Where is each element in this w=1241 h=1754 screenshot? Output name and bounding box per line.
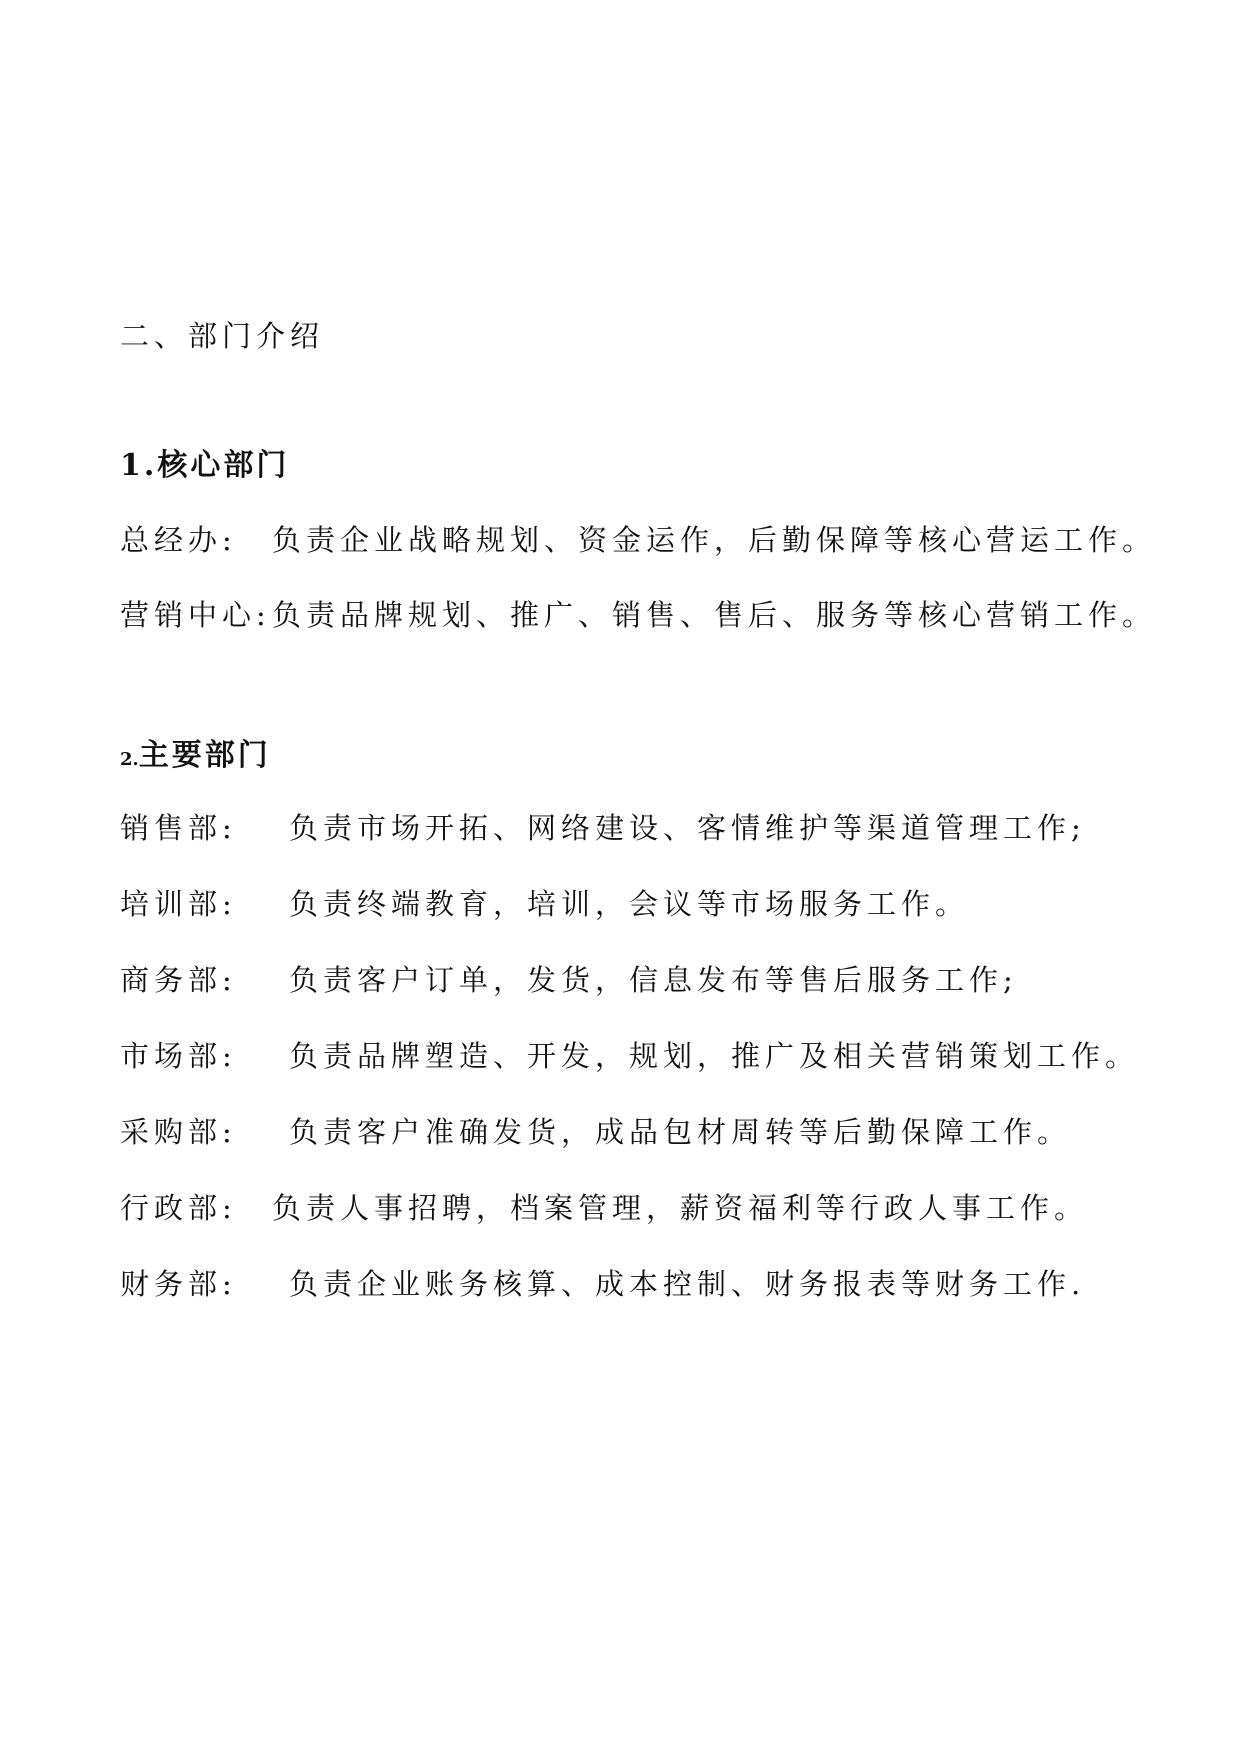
dept-desc: 负责品牌塑造、开发，规划，推广及相关营销策划工作。 bbox=[289, 1039, 1140, 1073]
dept-desc: 负责客户准确发货，成品包材周转等后勤保障工作。 bbox=[289, 1115, 1072, 1149]
dept-desc: 负责市场开拓、网络建设、客情维护等渠道管理工作; bbox=[289, 811, 1086, 845]
dept-desc: 负责人事招聘，档案管理，薪资福利等行政人事工作。 bbox=[272, 1191, 1089, 1225]
dept-name: 行政部: bbox=[120, 1191, 237, 1225]
dept-name: 市场部: bbox=[120, 1039, 237, 1073]
main-dept-row bbox=[120, 1264, 1085, 1304]
main-dept-row bbox=[120, 960, 1018, 1000]
dept-name: 销售部: bbox=[120, 811, 237, 845]
main-dept-row bbox=[120, 884, 969, 924]
core-dept-row bbox=[120, 595, 1156, 635]
dept-desc: 负责品牌规划、推广、销售、售后、服务等核心营销工作。 bbox=[272, 598, 1157, 632]
dept-name: 培训部: bbox=[120, 887, 237, 921]
dept-name: 采购部: bbox=[120, 1115, 237, 1149]
main-dept-row bbox=[120, 1112, 1071, 1152]
dept-name: 总经办: bbox=[120, 523, 237, 557]
main-dept-row bbox=[120, 1188, 1088, 1228]
dept-desc: 负责企业账务核算、成本控制、财务报表等财务工作. bbox=[289, 1267, 1086, 1301]
section-title: 二、部门介绍 bbox=[120, 319, 325, 353]
core-dept-row bbox=[120, 520, 1156, 560]
dept-desc: 负责终端教育，培训，会议等市场服务工作。 bbox=[289, 887, 970, 921]
dept-desc: 负责企业战略规划、资金运作，后勤保障等核心营运工作。 bbox=[272, 523, 1157, 557]
dept-name: 营销中心: bbox=[120, 598, 271, 632]
dept-name: 商务部: bbox=[120, 963, 237, 997]
main-dept-row bbox=[120, 1036, 1139, 1076]
heading-number: 2. bbox=[120, 749, 139, 770]
dept-desc: 负责客户订单，发货，信息发布等售后服务工作; bbox=[289, 963, 1018, 997]
main-departments-heading bbox=[120, 736, 271, 780]
dept-name: 财务部: bbox=[120, 1267, 237, 1301]
main-dept-row bbox=[120, 808, 1086, 848]
core-departments-heading: 1.核心部门 bbox=[120, 448, 290, 483]
heading-text: 主要部门 bbox=[138, 738, 271, 773]
